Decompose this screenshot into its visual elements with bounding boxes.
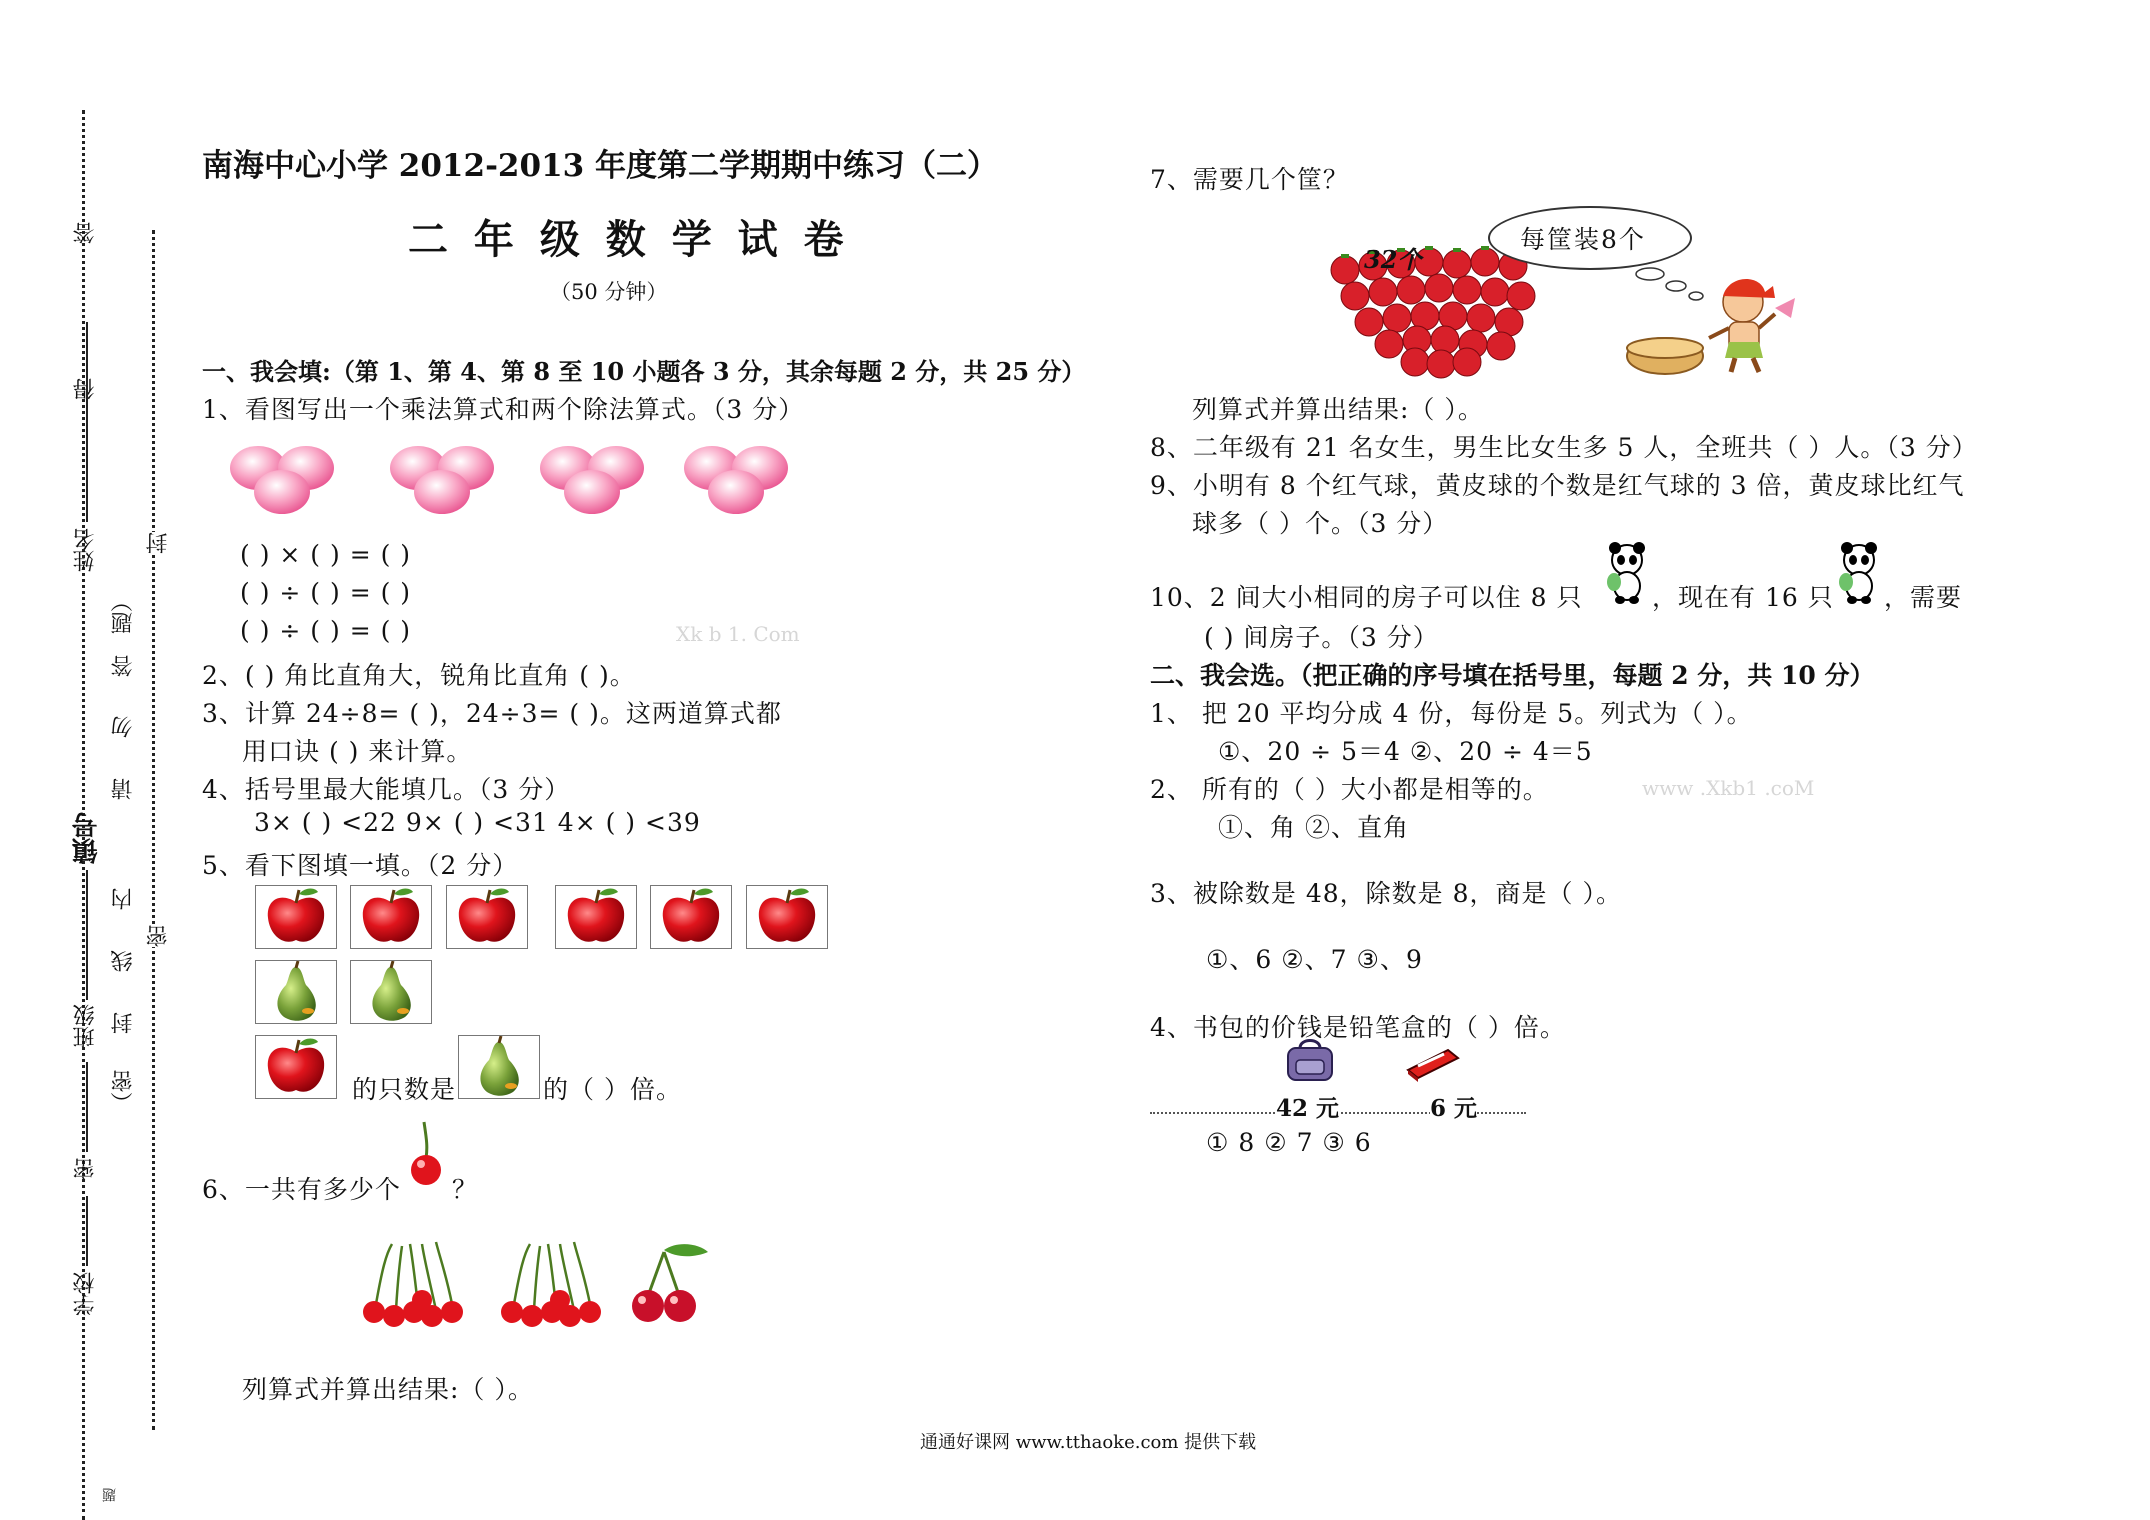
margin-seal-note-2: 封 (111, 1012, 136, 1034)
price-pencil-box: 6 元 (1430, 1090, 1477, 1123)
apple-icon (256, 886, 336, 948)
q1-division-line-2: ( ) ÷ ( ) = ( ) (240, 616, 412, 645)
margin-class-label: 班级 (73, 1004, 98, 1048)
q6-prompt: 6、一共有多少个 (202, 1175, 401, 1204)
q3-line-2: 用口诀 ( ) 来计算。 (242, 737, 473, 766)
peach-icon (684, 446, 788, 514)
margin-seal-mark-1: 封 (143, 532, 174, 554)
q10-line-2: ( ) 间房子。（3 分） (1204, 623, 1439, 652)
section2-heading: 二、我会选。（把正确的序号填在括号里，每题 2 分，共 10 分） (1150, 661, 1875, 690)
apple-box-compare (255, 1035, 337, 1099)
panda-icon (1604, 540, 1650, 604)
apple-box (350, 885, 432, 949)
margin-seal-note-8: 题） (111, 590, 136, 634)
cherry-pair-icon (632, 1244, 708, 1322)
pencil-box-icon (1404, 1046, 1460, 1084)
q10-part-1: 10、2 间大小相同的房子可以住 8 只 (1150, 583, 1583, 612)
pear-icon (351, 961, 431, 1023)
q1-division-line-1: ( ) ÷ ( ) = ( ) (240, 578, 412, 607)
q9-line-2: 球多（ ）个。（3 分） (1192, 509, 1449, 538)
s2-q2-options: ①、角 ②、直角 (1218, 813, 1409, 842)
pear-box-compare (458, 1035, 540, 1099)
margin-seal-mark-2: 密 (143, 925, 174, 947)
apple-box (746, 885, 828, 949)
margin-seal-note-4: 内 (111, 888, 136, 910)
schoolbag-icon (1282, 1038, 1338, 1084)
peach-image-group (230, 440, 800, 520)
s2-q4-prompt: 4、书包的价钱是铅笔盒的（ ）倍。 (1150, 1013, 1566, 1042)
pear-icon (459, 1036, 539, 1098)
margin-field-line-school (86, 1196, 88, 1266)
peach-icon (540, 446, 644, 514)
watermark-xkb1-2: www .Xkb1 .coM (1642, 776, 1815, 800)
cherry-bunch-group (352, 1240, 712, 1330)
exam-duration: （50 分钟） (550, 280, 668, 304)
s2-q4-options: ① 8 ② 7 ③ 6 (1206, 1128, 1372, 1157)
pear-icon (256, 961, 336, 1023)
margin-score-char: 得 (73, 378, 98, 400)
margin-dotted-line-inner (152, 230, 155, 1430)
apple-icon (556, 886, 636, 948)
margin-field-line-name (86, 322, 88, 522)
apple-icon (747, 886, 827, 948)
margin-bottom-mark: 题 (102, 1488, 118, 1502)
school-title: 南海中心小学 2012-2013 年度第二学期期中练习（二） (202, 148, 999, 184)
footer-credit: 通通好课网 www.tthaoke.com 提供下载 (920, 1432, 1257, 1453)
s2-q3-options: ①、6 ②、7 ③、9 (1206, 945, 1423, 974)
apple-icon (447, 886, 527, 948)
margin-seal-note-5: 请 (111, 778, 136, 800)
margin-seal-note-1: （密 (111, 1070, 136, 1114)
apple-box (255, 885, 337, 949)
margin-seal-char: 密 (73, 1158, 98, 1180)
pear-box (350, 960, 432, 1024)
q6-question-mark: ？ (452, 1175, 479, 1204)
margin-seal-note-6: 勿 (111, 716, 136, 738)
q1-prompt: 1、看图写出一个乘法算式和两个除法算式。（3 分） (202, 395, 805, 424)
q10-part-3: ，需要 (1884, 583, 1963, 612)
margin-number-label: 镇号 (72, 812, 102, 864)
peach-icon (390, 446, 494, 514)
watermark-xkb1: Xk b 1. Com (676, 622, 800, 646)
margin-field-line-number (86, 870, 88, 1000)
q3-line-1: 3、计算 24÷8= ( )，24÷3= ( )。这两道算式都 (202, 699, 782, 728)
panda-icon (1836, 540, 1882, 604)
q9-line-1: 9、小明有 8 个红气球，黄皮球的个数是红气球的 3 倍，黄皮球比红气 (1150, 471, 1965, 500)
cherry-icon (406, 1118, 446, 1188)
margin-seal-note-7: 答 (111, 655, 136, 677)
margin-answer-char: 答 (73, 222, 98, 244)
s2-q1-options: ①、20 ÷ 5＝4 ②、20 ÷ 4＝5 (1218, 737, 1593, 766)
q4-prompt: 4、括号里最大能填几。（3 分） (202, 775, 571, 804)
apple-icon (256, 1036, 336, 1098)
margin-seal-note-3: 线 (111, 950, 136, 972)
q2-text: 2、( ) 角比直角大，锐角比直角 ( )。 (202, 661, 636, 690)
q4-items: 3× ( ) <22 9× ( ) <31 4× ( ) <39 (254, 808, 701, 837)
margin-school-label: 学校 (73, 1272, 98, 1316)
price-bag: 42 元 (1276, 1090, 1339, 1123)
q6-answer-line: 列算式并算出结果:（ ）。 (242, 1375, 534, 1404)
q10-part-2: ，现在有 16 只 (1652, 583, 1834, 612)
child-with-basket-image (1625, 268, 1805, 378)
apple-box (446, 885, 528, 949)
apple-icon (351, 886, 431, 948)
q7-answer-line: 列算式并算出结果:（ ）。 (1192, 395, 1484, 424)
peach-icon (230, 446, 334, 514)
apple-box (650, 885, 732, 949)
q1-multiplication-line: ( ) × ( ) = ( ) (240, 540, 412, 569)
s2-q3-prompt: 3、被除数是 48，除数是 8，商是（ ）。 (1150, 879, 1622, 908)
q5-text-count-is: 的只数是 (352, 1075, 457, 1104)
q8-text: 8、二年级有 21 名女生，男生比女生多 5 人，全班共（ ）人。（3 分） (1150, 433, 1978, 462)
s2-q2-prompt: 2、 所有的（ ）大小都是相等的。 (1150, 775, 1549, 804)
q5-text-times: 的（ ）倍。 (543, 1075, 682, 1104)
exam-title: 二 年 级 数 学 试 卷 (408, 216, 850, 263)
apple-icon (651, 886, 731, 948)
pear-box (255, 960, 337, 1024)
margin-name-label: 姓名 (73, 528, 98, 572)
apple-box (555, 885, 637, 949)
s2-q1-prompt: 1、 把 20 平均分成 4 份，每份是 5。列式为（ ）。 (1150, 699, 1753, 728)
thought-bubble-text: 每筐装8个 (1520, 225, 1646, 254)
section1-heading: 一、我会填:（第 1、第 4、第 8 至 10 小题各 3 分，其余每题 2 分，共 25 分） (202, 357, 1086, 386)
margin-field-line-class (86, 1062, 88, 1152)
strawberry-count-label: 32个 (1364, 245, 1422, 274)
q7-prompt: 7、需要几个筐？ (1150, 165, 1349, 194)
q5-prompt: 5、看下图填一填。（2 分） (202, 851, 519, 880)
